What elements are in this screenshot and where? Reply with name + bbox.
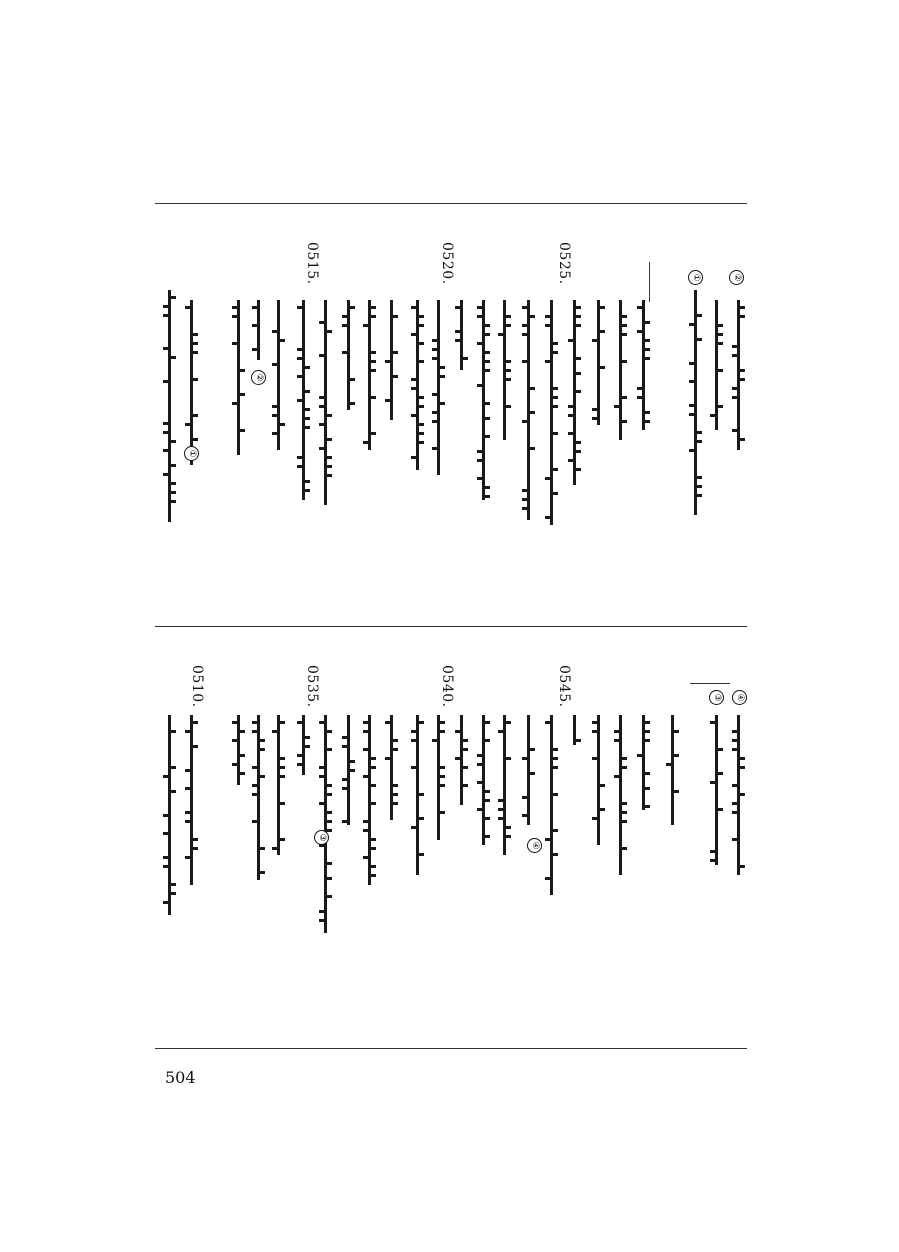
lower-line-6 — [296, 715, 312, 775]
lower-line-24 — [731, 715, 747, 875]
top-rule — [155, 203, 747, 204]
page-number: 504 — [165, 1068, 196, 1087]
upper-line-15 — [497, 300, 513, 440]
lower-line-19 — [591, 715, 607, 845]
lower-line-14 — [476, 715, 492, 845]
upper-line-13 — [454, 300, 470, 370]
upper-line-16 — [521, 300, 537, 520]
upper-line-2 — [184, 300, 200, 465]
lower-line-12 — [431, 715, 447, 840]
upper-line-7 — [318, 300, 334, 505]
verse-number-0515: 0515. — [304, 242, 320, 285]
lower-line-5 — [271, 715, 287, 855]
lower-line-13 — [454, 715, 470, 805]
verse-number-0520: 0520. — [439, 242, 455, 285]
lower-line-3 — [231, 715, 247, 785]
bottom-rule — [155, 1048, 747, 1049]
upper-line-19 — [591, 300, 607, 425]
upper-line-21 — [636, 300, 652, 430]
upper-line-24 — [731, 300, 747, 450]
upper-line-1 — [162, 290, 178, 522]
upper-line-5 — [271, 300, 287, 450]
footnote-separator-upper — [649, 262, 650, 302]
lower-line-17 — [544, 715, 560, 895]
lower-line-7 — [318, 715, 334, 933]
verse-number-0535: 0535. — [304, 665, 320, 708]
lower-line-18 — [567, 715, 583, 745]
lower-line-20 — [613, 715, 629, 875]
footnote-marker-2: ② — [729, 270, 744, 285]
lower-line-4 — [251, 715, 267, 880]
inline-marker-4: ④ — [527, 838, 542, 853]
verse-number-0510: 0510. — [189, 665, 205, 708]
lower-line-10 — [384, 715, 400, 820]
upper-line-18 — [567, 300, 583, 485]
inline-marker-1: ① — [184, 446, 199, 461]
upper-line-12 — [431, 300, 447, 475]
upper-line-20 — [613, 300, 629, 440]
upper-line-8 — [341, 300, 357, 410]
upper-line-17 — [544, 300, 560, 525]
upper-line-22 — [688, 290, 704, 515]
footnote-marker-1: ① — [688, 270, 703, 285]
lower-line-15 — [497, 715, 513, 855]
lower-line-21 — [636, 715, 652, 810]
verse-number-0545: 0545. — [556, 665, 572, 708]
lower-line-1 — [162, 715, 178, 915]
lower-line-22 — [665, 715, 681, 825]
upper-line-6 — [296, 300, 312, 500]
upper-line-3 — [231, 300, 247, 455]
upper-line-23 — [709, 300, 725, 430]
upper-line-14 — [476, 300, 492, 500]
verse-number-0525: 0525. — [556, 242, 572, 285]
lower-line-8 — [341, 715, 357, 825]
lower-line-23 — [709, 715, 725, 865]
footnote-marker-3: ③ — [709, 690, 724, 705]
footnote-separator-lower — [690, 683, 730, 684]
inline-marker-2: ② — [251, 370, 266, 385]
lower-line-11 — [410, 715, 426, 875]
middle-rule — [155, 626, 747, 627]
inline-marker-3: ③ — [314, 830, 329, 845]
upper-line-9 — [362, 300, 378, 450]
lower-line-16 — [521, 715, 537, 825]
upper-line-10 — [384, 300, 400, 420]
verse-number-0540: 0540. — [439, 665, 455, 708]
lower-line-2 — [184, 715, 200, 885]
footnote-marker-4: ④ — [732, 690, 747, 705]
lower-line-9 — [362, 715, 378, 885]
upper-line-11 — [410, 300, 426, 470]
upper-line-4 — [251, 300, 267, 360]
